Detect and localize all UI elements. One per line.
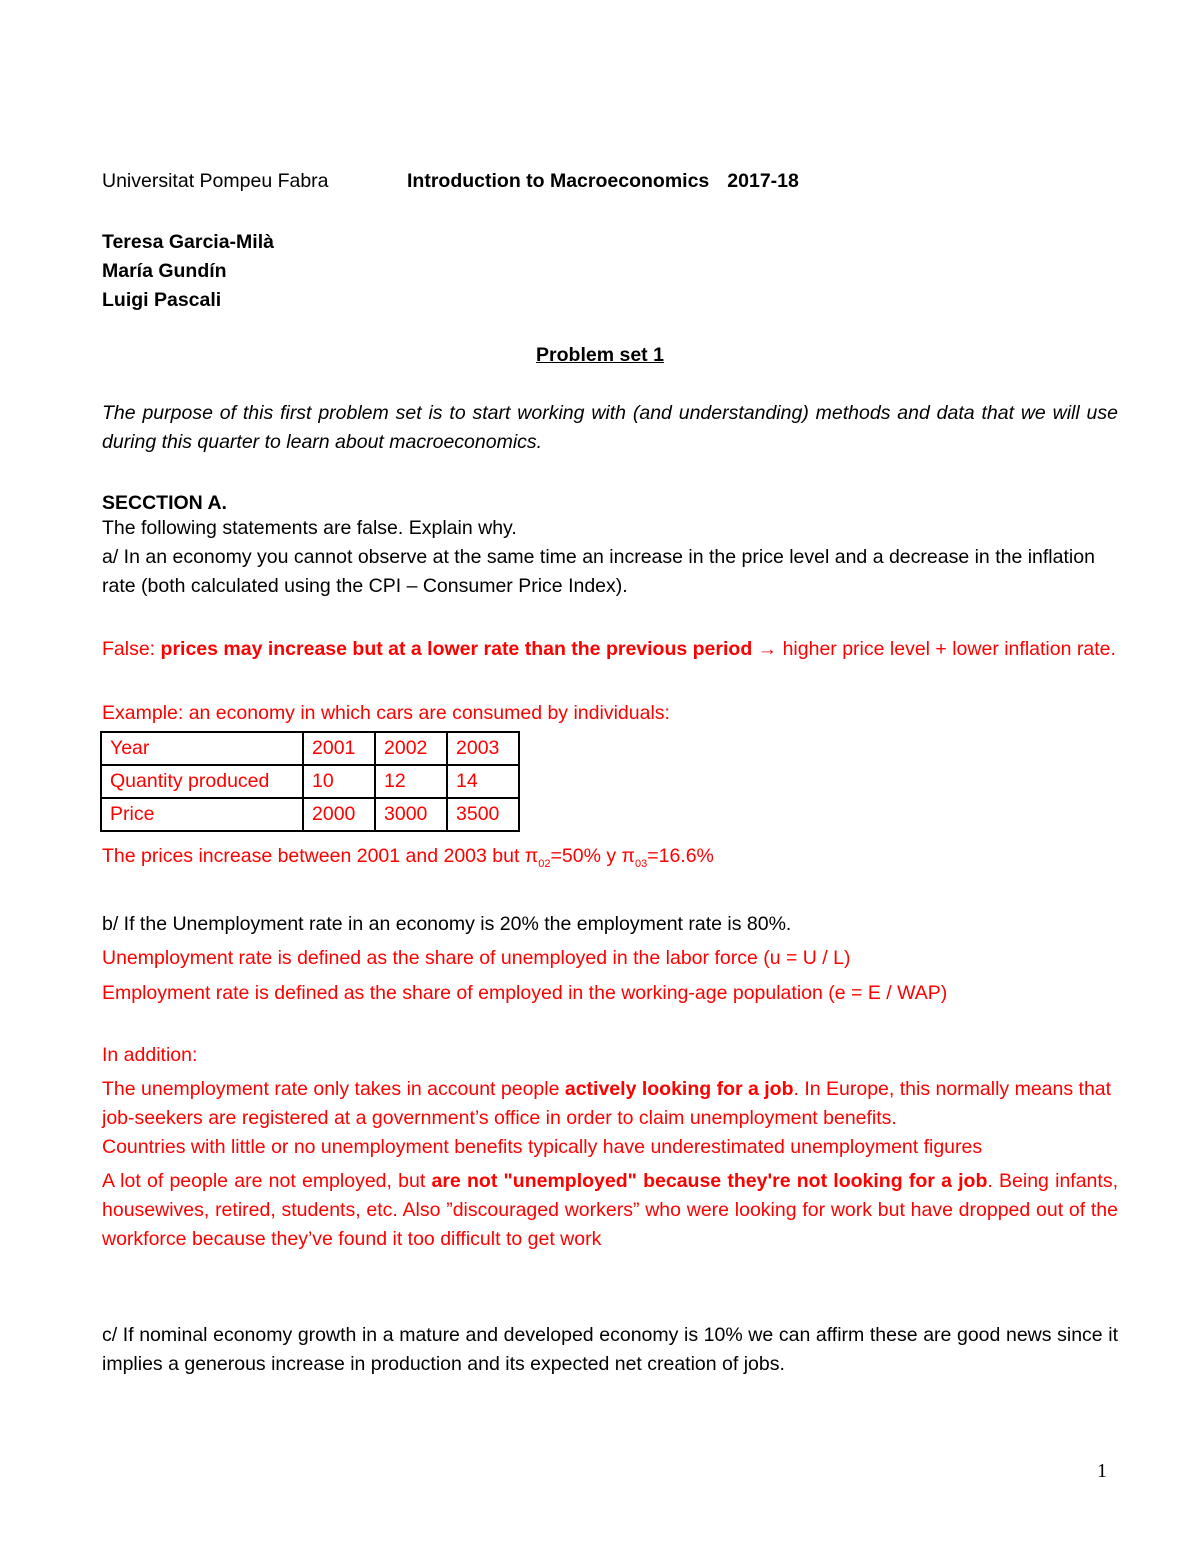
table-row bbox=[101, 732, 519, 765]
p3-pre: A lot of people are not employed, but bbox=[102, 1170, 432, 1192]
answer-a bbox=[102, 635, 1118, 664]
inflation-conclusion bbox=[102, 842, 1118, 879]
pi-2002-subscript: 02 bbox=[538, 857, 551, 870]
section-a-heading: SECCTION A. bbox=[102, 492, 227, 514]
table-cell: 10 bbox=[303, 765, 375, 798]
answer-a-arrow: → bbox=[752, 638, 783, 660]
addition-paragraph-1 bbox=[102, 1075, 1118, 1133]
table-row bbox=[101, 765, 519, 798]
table-cell: 2000 bbox=[303, 798, 375, 831]
question-b: b/ If the Unemployment rate in an economy is 20% the employment rate is 80%. bbox=[102, 913, 792, 935]
table-cell: 3000 bbox=[375, 798, 447, 831]
page-title: Problem set 1 bbox=[536, 344, 664, 366]
employment-definition: Employment rate is defined as the share of employed in the working-age population (e = E / WAP) bbox=[102, 982, 948, 1004]
intro-paragraph: The purpose of this first problem set is to start working with (and understanding) methods and data that we will use during this quarter to learn about macroeconomics. bbox=[102, 402, 1118, 453]
answer-a-tail: higher price level + lower inflation rate. bbox=[782, 638, 1116, 660]
table-cell: Price bbox=[101, 798, 303, 831]
pi-2003-subscript: 03 bbox=[634, 857, 648, 870]
course-title bbox=[407, 170, 799, 193]
question-a: a/ In an economy you cannot observe at the same time an increase in the price level and a decrease in the inflation rate (both calculated using the CPI – Consumer Price Index). bbox=[102, 546, 1095, 597]
page-number: 1 bbox=[1097, 1460, 1107, 1482]
p1-bold: actively looking for a job bbox=[564, 1078, 794, 1100]
p1-post: . In Europe, this normally means that job-seekers are registered at a government’s office in order to claim unemployment benefits. bbox=[102, 1078, 1112, 1129]
p1-pre: The unemployment rate only takes in account people bbox=[102, 1078, 565, 1100]
table-row bbox=[101, 798, 519, 831]
example-text: Example: an economy in which cars are consumed by individuals: bbox=[102, 702, 670, 724]
price-table bbox=[100, 731, 520, 832]
answer-a-lead: False: bbox=[102, 638, 161, 660]
section-a-instruction: The following statements are false. Explain why. bbox=[102, 517, 517, 539]
course-name: Introduction to Macroeconomics bbox=[407, 170, 710, 192]
unemployment-definition: Unemployment rate is defined as the share of unemployed in the labor force (u = U / L) bbox=[102, 947, 851, 969]
table-cell: 2001 bbox=[303, 732, 375, 765]
table-cell: 2003 bbox=[447, 732, 519, 765]
table-cell: 12 bbox=[375, 765, 447, 798]
pi-2002-value: =50% y π bbox=[550, 845, 635, 867]
author-list bbox=[102, 228, 1118, 315]
table-cell: Year bbox=[101, 732, 303, 765]
author-3: Luigi Pascali bbox=[102, 289, 222, 311]
p3-bold: are not "unemployed" because they're not looking for a job bbox=[431, 1170, 988, 1192]
answer-a-bold: prices may increase but at a lower rate than the previous period bbox=[160, 638, 753, 660]
author-2: María Gundín bbox=[102, 260, 227, 282]
university-name: Universitat Pompeu Fabra bbox=[102, 170, 329, 192]
table-cell: Quantity produced bbox=[101, 765, 303, 798]
table-cell: 2002 bbox=[375, 732, 447, 765]
author-1: Teresa Garcia-Milà bbox=[102, 231, 274, 253]
table-cell: 3500 bbox=[447, 798, 519, 831]
pi-2003-value: =16.6% bbox=[647, 845, 714, 867]
conclusion-prefix: The prices increase between 2001 and 2003 but π bbox=[102, 845, 539, 867]
addition-paragraph-3 bbox=[102, 1167, 1118, 1254]
table-cell: 14 bbox=[447, 765, 519, 798]
course-year: 2017-18 bbox=[727, 170, 799, 192]
question-c: c/ If nominal economy growth in a mature and developed economy is 10% we can affirm these are good news since it implies a generous increase in production and its expected net creation of jobs. bbox=[102, 1324, 1118, 1375]
p3-post: . Being infants, housewives, retired, students, etc. Also ”discouraged workers” who were looking for work but have dropped out of the workforce because they’ve found it too difficult to get work bbox=[102, 1170, 1118, 1250]
addition-paragraph-2: Countries with little or no unemployment benefits typically have underestimated unemployment figures bbox=[102, 1136, 983, 1158]
addition-heading: In addition: bbox=[102, 1044, 198, 1066]
